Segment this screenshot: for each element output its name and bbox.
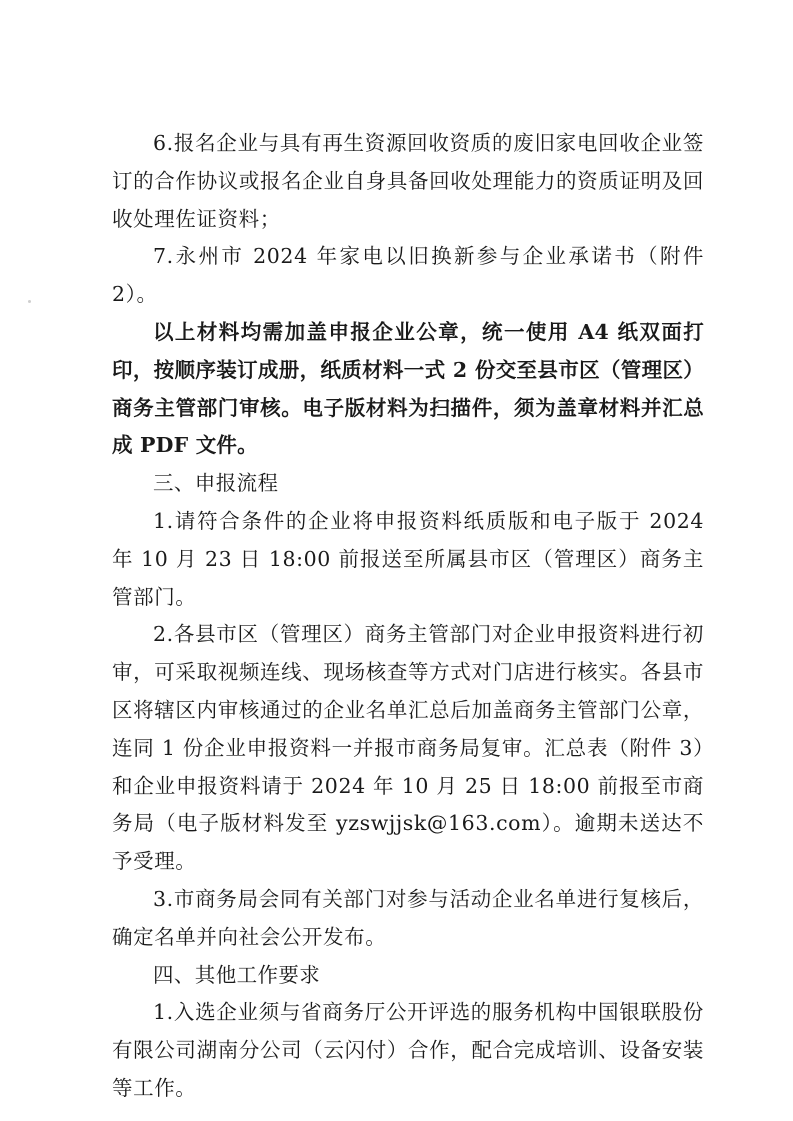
process-step-3: 3.市商务局会同有关部门对参与活动企业名单进行复核后，确定名单并向社会公开发布。 (112, 886, 704, 949)
process-step-1: 1.请符合条件的企业将申报资料纸质版和电子版于 2024 年 10 月 23 日 18:00 前报送至所属县市区（管理区）商务主管部门。 (112, 508, 704, 609)
requirement-1: 1.入选企业须与省商务厅公开评选的服务机构中国银联股份有限公司湖南分公司（云闪付）合作，配合完成培训、设备安装等工作。 (112, 1000, 704, 1100)
section-heading-other-requirements: 四、其他工作要求 (153, 962, 321, 987)
item-7-commitment-letter: 7.永州市 2024 年家电以旧换新参与企业承诺书（附件 2）。 (112, 244, 704, 307)
item-6-qualification-materials: 6.报名企业与具有再生资源回收资质的废旧家电回收企业签订的合作协议或报名企业自身具备回收处理能力的资质证明及回收处理佐证资料； (112, 131, 704, 231)
process-step-2: 2.各县市区（管理区）商务主管部门对企业申报资料进行初审，可采取视频连线、现场核查等方式对门店进行核实。各县市区将辖区内审核通过的企业名单汇总后加盖商务主管部门公章，连同 1 份企业申报资料一并报市商务局复审。汇总表（附件 3）和企业申报资料请于 2024 年 10 月 25 日 18:00 前报至市商务局（电子版材料发至 yzswjjsk@163.com）。逾期未送达不予受理。 (112, 622, 704, 874)
scan-speck (28, 300, 31, 303)
materials-requirements-note: 以上材料均需加盖申报企业公章，统一使用 A4 纸双面打印，按顺序装订成册，纸质材料一式 2 份交至县市区（管理区）商务主管部门审核。电子版材料为扫描件，须为盖章材料并汇总成 PDF 文件。 (112, 319, 704, 458)
section-heading-application-process: 三、申报流程 (153, 471, 279, 496)
document-body (112, 125, 704, 1108)
